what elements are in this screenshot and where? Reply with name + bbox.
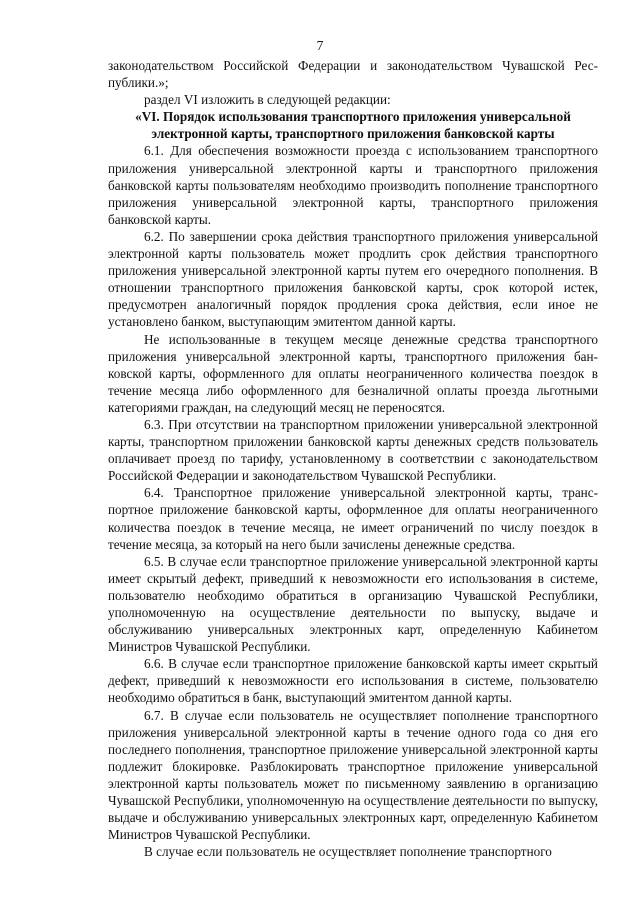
paragraph: Не использованные в текущем месяце денежные средства транспортного приложения универсальной электронной карты, транспортного приложения банковской карты, оформленного для оплаты неограниченного количества поездок в течение месяца либо оформленного для безналичной оплаты проезда льготными категориями граждан, на следующий месяц не переносятся. bbox=[108, 331, 598, 415]
paragraph: 6.6. В случае если транспортное приложение банковской карты имеет скрытый дефект, приведший к невозможности его использования в системе, пользователю необходимо обратиться в банк, выступающий эмитентом данной карты. bbox=[108, 656, 598, 706]
paragraph: 6.7. В случае если пользователь не осуществляет пополнение транспортного приложения универсальной электронной карты в течение одного года со дня его последнего пополнения, транспортное приложение универсальной электронной карты подлежит блокировке. Разблокировать транспортное приложение универсальной электронной карты пользователь может по письменному заявлению в организацию Чувашской Республики, уполномоченную на осуществление деятельности по выпуску, выдаче и обслуживанию универсальных электронных карт, определенную Кабинетом Министров Чувашской Республики. bbox=[108, 707, 598, 843]
paragraph: В случае если пользователь не осуществляет пополнение транспортного bbox=[144, 844, 552, 860]
paragraph: раздел VI изложить в следующей редакции: bbox=[144, 92, 391, 108]
document-body bbox=[108, 57, 598, 860]
paragraph: 6.2. По завершении срока действия транспортного приложения универсальной электронной карты пользователь может продлить срок действия транспортного приложения универсальной электронной карты путем его очередного пополнения. В отношении транспортного приложения банковской карты, срок которой истек, предусмотрен аналогичный порядок продления срока действия, если иное не установлено банком, выступающим эмитентом данной карты. bbox=[108, 228, 598, 330]
paragraph: 6.5. В случае если транспортное приложение универсальной электронной карты имеет скрытый дефект, приведший к невозможности его использования в системе, пользователю необходимо обратиться в организацию Чувашской Республики, уполномоченную на осуществление деятельности по выпуску, выдаче и обслуживанию универсальных электронных карт, определенную Кабинетом Министров Чувашской Республики. bbox=[108, 553, 598, 655]
page-number: 7 bbox=[316, 38, 324, 53]
paragraph: 6.1. Для обеспечения возможности проезда с использованием транспортного приложения универсальной электронной карты и транспортного приложения банковской карты пользователям необходимо производить пополнение транспортного приложения универсальной электронной карты, транспортного приложения банковской карты. bbox=[108, 143, 598, 227]
paragraph: законодательством Российской Федерации и законодательством Чувашской Республики.»; bbox=[108, 58, 598, 91]
paragraph: 6.3. При отсутствии на транспортном приложении универсальной электронной карты, транспортном приложении банковской карты денежных средств пользователь оплачивает проезд по тарифу, установленному в соответствии с законодательством Российской Федерации и законодательством Чувашской Республики. bbox=[108, 416, 598, 484]
section-heading: «VI. Порядок использования транспортного приложения универсальной электронной карты, транспортного приложения банковской карты bbox=[135, 109, 571, 142]
paragraph: 6.4. Транспортное приложение универсальной электронной карты, транспортное приложение банковской карты, оформленное для оплаты неограниченного количества поездок в течение месяца, не имеет ограничений по числу поездок в течение месяца, за который на него были зачислены денежные средства. bbox=[108, 485, 598, 552]
